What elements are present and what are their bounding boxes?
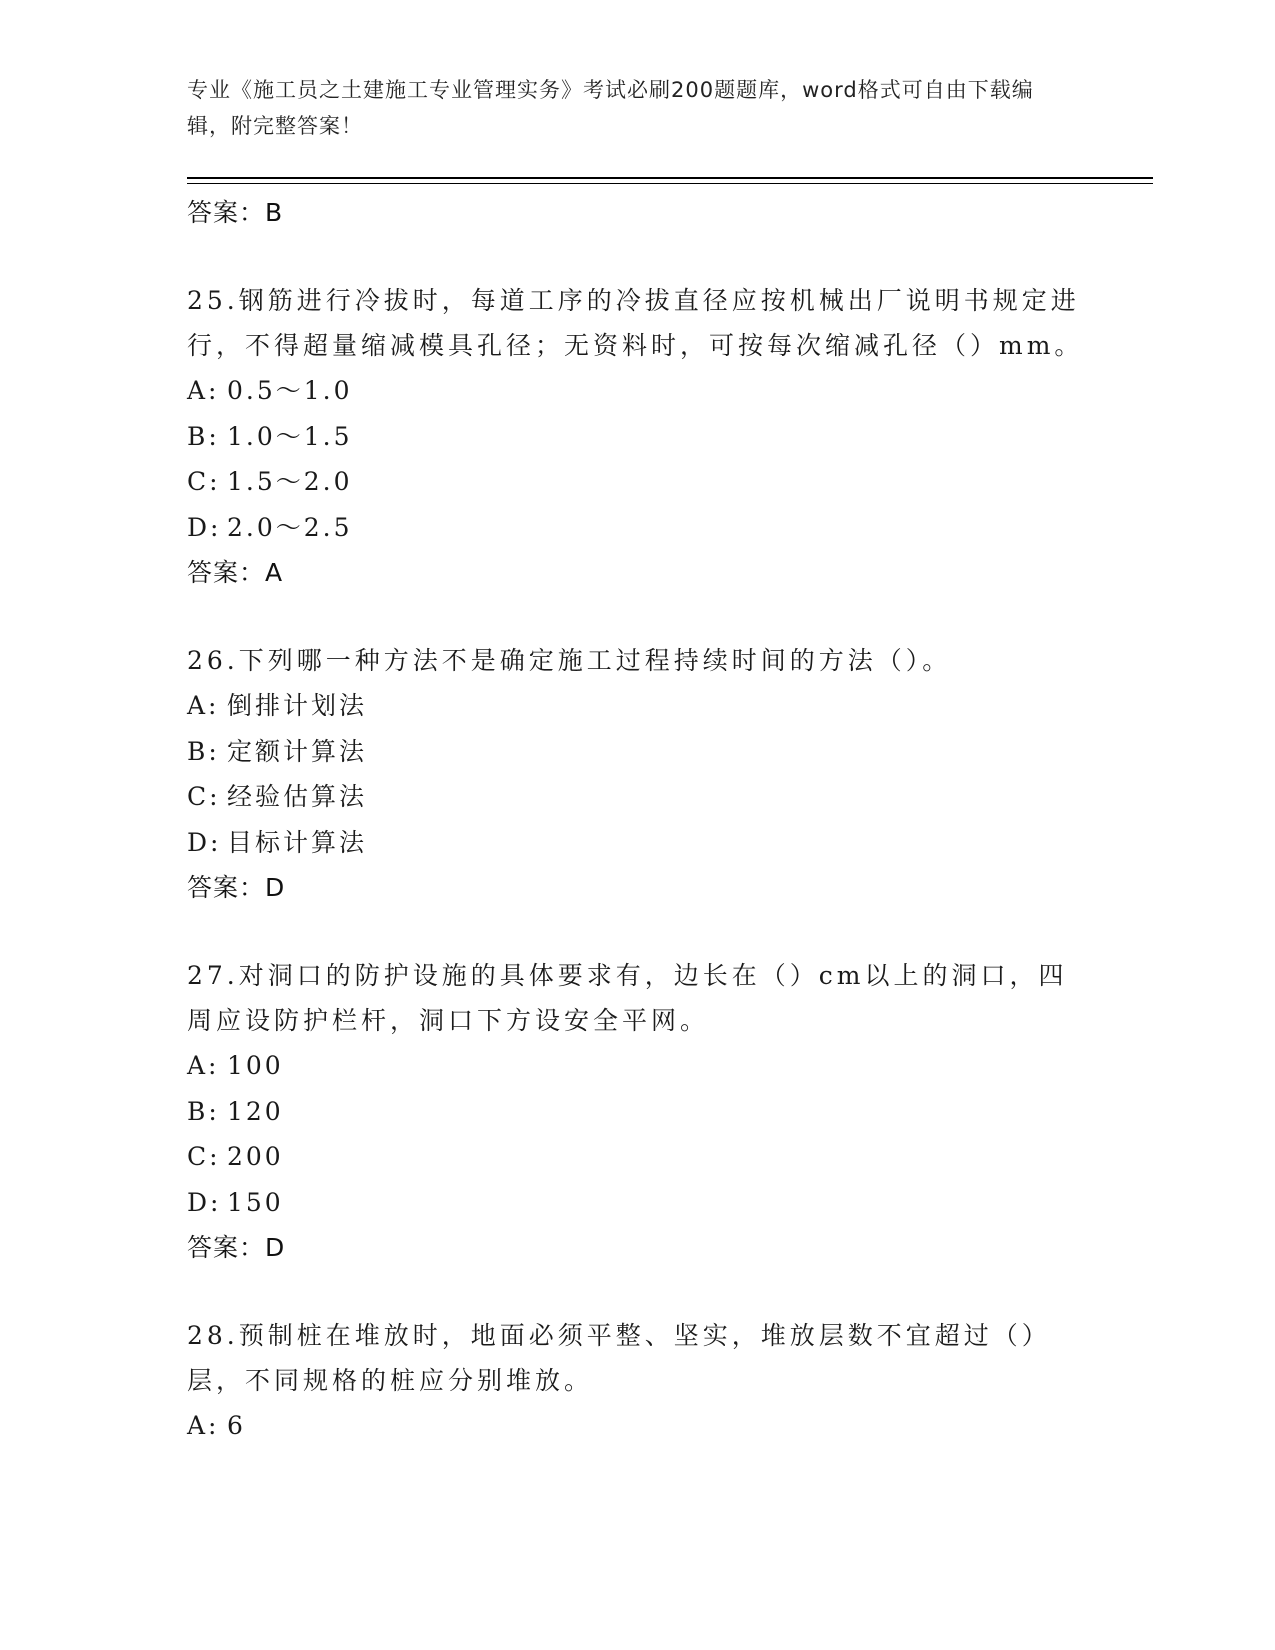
option-text: 定额计算法 (227, 736, 368, 766)
option-text: 150 (227, 1187, 284, 1217)
question-text: 28.预制桩在堆放时，地面必须平整、坚实，堆放层数不宜超过（）层，不同规格的桩应分别堆放。 (187, 1321, 1051, 1395)
option-text: 0.5～1.0 (227, 376, 353, 405)
question-text: 26.下列哪一种方法不是确定施工过程持续时间的方法（）。 (187, 646, 952, 675)
option-c (187, 459, 1087, 505)
option-b (187, 729, 1087, 775)
option-letter: B: (187, 736, 220, 766)
option-d (187, 820, 1087, 866)
option-c (187, 1134, 1087, 1180)
option-text: 100 (227, 1051, 284, 1080)
option-text: 6 (227, 1411, 246, 1440)
question-block (187, 638, 1087, 911)
option-letter: D: (187, 1187, 222, 1217)
option-text: 1.5～2.0 (227, 467, 353, 496)
option-letter: D: (187, 827, 222, 857)
question-text: 25.钢筋进行冷拔时，每道工序的冷拔直径应按机械出厂说明书规定进行，不得超量缩减模具孔径；无资料时，可按每次缩减孔径（）mm。 (187, 286, 1084, 360)
option-letter: B: (187, 1096, 220, 1126)
question-text: 27.对洞口的防护设施的具体要求有，边长在（）cm以上的洞口，四周应设防护栏杆，洞口下方设安全平网。 (187, 961, 1068, 1035)
header-divider-thin (187, 183, 1153, 184)
option-letter: C: (187, 1142, 221, 1171)
header-divider-thick (187, 177, 1153, 179)
option-text: 120 (227, 1096, 284, 1126)
option-text: 目标计算法 (227, 827, 368, 857)
answer-line: 答案：D (187, 873, 286, 902)
option-a (187, 368, 1087, 414)
spacer (187, 1271, 1087, 1313)
option-d (187, 1180, 1087, 1226)
option-letter: B: (187, 421, 220, 451)
option-letter: A: (187, 1051, 220, 1080)
option-b (187, 1089, 1087, 1135)
option-letter: A: (187, 691, 220, 720)
question-block (187, 953, 1087, 1271)
question-block (187, 278, 1087, 596)
question-list (187, 190, 1087, 1449)
option-letter: A: (187, 1411, 220, 1440)
spacer (187, 596, 1087, 638)
page-header: 专业《施工员之土建施工专业管理实务》考试必刷200题题库，word格式可自由下载编辑，附完整答案！ (187, 78, 1034, 138)
option-a (187, 683, 1087, 729)
previous-answer: 答案：B (187, 198, 284, 227)
option-d (187, 505, 1087, 551)
spacer (187, 911, 1087, 953)
option-c (187, 774, 1087, 820)
option-text: 经验估算法 (227, 782, 368, 811)
option-b (187, 414, 1087, 460)
option-text: 2.0～2.5 (227, 512, 353, 542)
option-text: 倒排计划法 (227, 691, 368, 720)
option-letter: C: (187, 782, 221, 811)
option-letter: D: (187, 512, 222, 542)
option-a (187, 1043, 1087, 1089)
spacer (187, 236, 1087, 278)
option-letter: C: (187, 467, 221, 496)
option-text: 200 (227, 1142, 284, 1171)
answer-line: 答案：D (187, 1233, 286, 1262)
option-letter: A: (187, 376, 220, 405)
option-text: 1.0～1.5 (227, 421, 353, 451)
question-block (187, 1313, 1087, 1449)
option-a (187, 1403, 1087, 1449)
answer-line: 答案：A (187, 558, 284, 587)
